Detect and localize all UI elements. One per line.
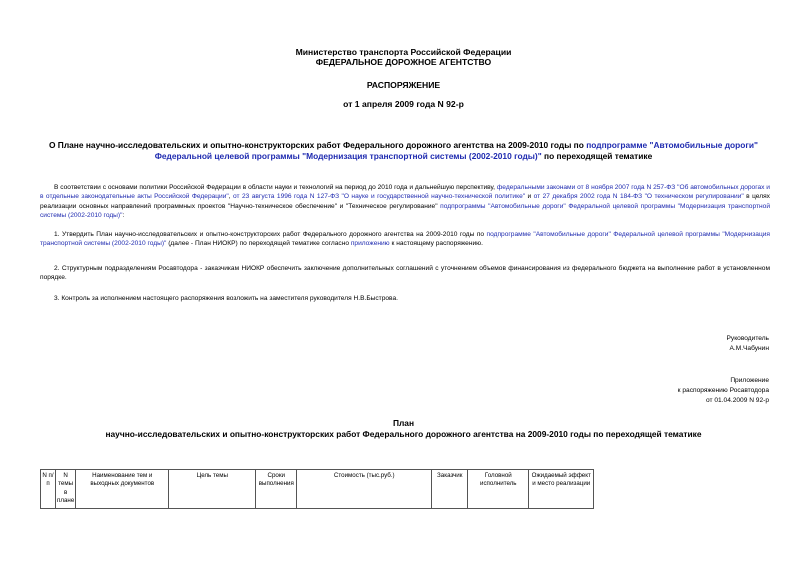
signature-block: [727, 334, 769, 354]
preamble-paragraph: [40, 183, 770, 221]
subject-link-subprogram[interactable]: подпрограмме "Автомобильные дороги" Федеральной целевой программы "Модернизация транспортной системы (2002-2010 годы)": [154, 140, 759, 161]
paragraph-3-text: 3. Контроль за исполнением настоящего распоряжения возложить на заместителя руководителя Н.В.Быстрова.: [54, 295, 398, 302]
subject-text-2: по переходящей тематике: [541, 150, 653, 161]
paragraph-1-link-appendix[interactable]: приложению: [350, 240, 390, 248]
paragraph-2-text: 2. Структурным подразделениям Росавтодора - заказчикам НИОКР обеспечить заключение дополнительных соглашений с уточнением объемов финансирования из федерального бюджета на выполнение работ в установленном порядке.: [40, 265, 770, 282]
table-header-cell: Сроки выполнения: [256, 470, 297, 509]
table-header-cell: Заказчик: [432, 470, 468, 509]
table-header-cell: Стоимость (тыс.руб.): [297, 470, 432, 509]
paragraph-1: [40, 230, 770, 249]
plan-title: План: [392, 418, 415, 428]
preamble-text-4: в целях реализации основных направлений программных проектов "Научно-техническое обеспечение" и "Техническое регулирование": [40, 193, 770, 210]
table-header-cell: N темы в плане: [56, 470, 76, 509]
table-header-row: [41, 470, 594, 509]
paragraph-2: [40, 264, 770, 283]
document-header: [0, 47, 807, 67]
table-header-cell: Наименование тем и выходных документов: [76, 470, 169, 509]
preamble-text-3: и: [525, 193, 534, 201]
paragraph-1-text-2: (далее - План НИОКР) по переходящей тематике согласно: [166, 240, 351, 248]
agency-name: ФЕДЕРАЛЬНОЕ ДОРОЖНОЕ АГЕНТСТВО: [315, 57, 492, 67]
paragraph-3: [40, 294, 770, 303]
subject-text-1: О Плане научно-исследовательских и опытно-конструкторских работ Федерального дорожного агентства на 2009-2010 годы по: [48, 140, 587, 150]
appendix-block: [678, 376, 769, 406]
document-subject: [40, 140, 767, 161]
link-law-184[interactable]: от 27 декабря 2002 года N 184-ФЗ "О техническом регулировании": [533, 193, 744, 201]
signature-name: А.М.Чабунин: [729, 345, 769, 352]
link-subprogram[interactable]: подпрограммы "Автомобильные дороги" Федеральной целевой программы "Модернизация транспортной системы (2002-2010 годы)": [40, 202, 770, 220]
link-law-257[interactable]: федеральными законами от 8 ноября 2007 года N 257-ФЗ "Об автомобильных дорогах и в отдельные законодательные акты Российской Федерации": [40, 184, 770, 201]
appendix-line-1: к распоряжению Росавтодора: [677, 387, 769, 394]
paragraph-1-text-1: 1. Утвердить План научно-исследовательских и опытно-конструкторских работ Федерального дорожного агентства на 2009-2010 годы по: [54, 231, 487, 238]
plan-table: [40, 469, 594, 509]
preamble-text-1: В соответствии с основами политики Российской Федерации в области науки и технологий на период до 2010 года и дальнейшую перспективу,: [54, 184, 497, 191]
table-header-cell: N п/п: [41, 470, 56, 509]
table-header-cell: Ожидаемый эффект и место реализации: [529, 470, 594, 509]
document-date: от 1 апреля 2009 года N 92-р: [343, 99, 464, 109]
table-header-cell: Головной исполнитель: [468, 470, 529, 509]
appendix-line-2: от 01.04.2009 N 92-р: [706, 397, 769, 404]
appendix-title: Приложение: [730, 377, 769, 384]
preamble-text-5: :: [122, 212, 125, 220]
table-header-cell: Цель темы: [169, 470, 256, 509]
document-type: РАСПОРЯЖЕНИЕ: [366, 80, 441, 90]
signature-title: Руководитель: [726, 335, 769, 342]
ministry-name: Министерство транспорта Российской Федерации: [295, 47, 512, 57]
preamble-text-2: ,: [228, 193, 234, 201]
paragraph-1-link-subprogram[interactable]: подпрограмме "Автомобильные дороги" Федеральной целевой программы "Модернизация транспортной системы (2002-2010 годы)": [40, 231, 770, 248]
plan-subtitle: научно-исследовательских и опытно-конструкторских работ Федерального дорожного агентства на 2009-2010 годы по переходящей тематике: [105, 429, 702, 439]
paragraph-1-text-3: к настоящему распоряжению.: [389, 240, 483, 248]
link-law-127[interactable]: от 23 августа 1996 года N 127-ФЗ "О науке и государственной научно-технической политике": [233, 193, 526, 201]
